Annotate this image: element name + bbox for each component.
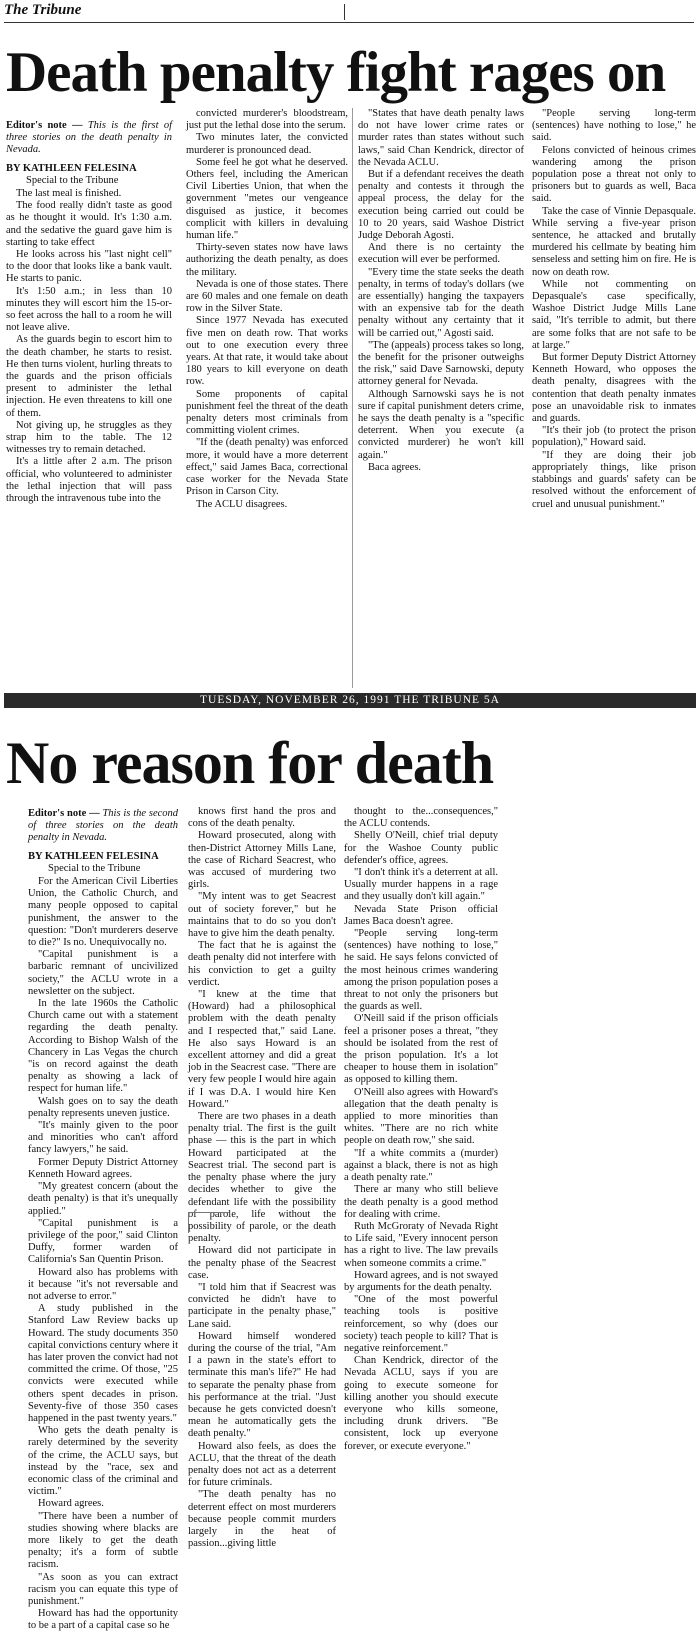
paragraph: "I don't think it's a deterrent at all. Usually murder happens in a rage and they usually don't kill again.": [344, 867, 498, 903]
paragraph: "My greatest concern (about the death penalty) is that it's unequally applied.": [28, 1181, 178, 1217]
article2-column-3: [344, 806, 498, 1452]
paragraph: Howard also has problems with it because "it's not reversable and not adverse to error.": [28, 1266, 178, 1302]
paragraph: The last meal is finished.: [16, 188, 122, 200]
paragraph: "One of the most powerful teaching tools is positive reinforcement, so why (does our society) teach people to kill? That is negative reinforcement.": [344, 1294, 498, 1354]
paragraph: Chan Kendrick, director of the Nevada ACLU, says if you are going to execute someone for killing another you should execute everyone who kills someone, including drunk drivers. "Be consistent, lock up everyone forever, or execute everyone.": [344, 1355, 498, 1452]
paragraph: As the guards begin to escort him to the death chamber, he starts to resist. He then turns violent, hurling threats to the guards and the prison officials present to administer the lethal injection. He even threatens to kill one of them.: [6, 334, 172, 419]
paragraph: "I told him that if Seacrest was convicted he didn't have to participate in the penalty phase," Lane said.: [188, 1281, 336, 1330]
paragraph: O'Neill said if the prison officials feel a prisoner poses a threat, "they should be isolated from the rest of the prison population. It's a lot cheaper to house them in isolation" as opposed to killing them.: [344, 1013, 498, 1086]
paragraph: There ar many who still believe the death penalty is a good method for dealing with crime.: [344, 1184, 498, 1220]
paragraph: Thirty-seven states now have laws authorizing the death penalty, as does the military.: [186, 242, 348, 278]
paragraph: Howard did not participate in the penalty phase of the Seacrest case.: [188, 1245, 336, 1281]
article1-byline-sub: Special to the Tribune: [26, 174, 119, 186]
paragraph: It's a little after 2 a.m. The prison official, who volunteered to administer the lethal injection that will pass through the intravenous tube into the: [6, 456, 172, 505]
article2-byline-sub: Special to the Tribune: [48, 862, 141, 874]
paragraph: It's 1:50 a.m.; in less than 10 minutes they will escort him the 15-or-so feet across the hall to a room he will not leave alive.: [6, 285, 172, 334]
paragraph: "States that have death penalty laws do not have lower crime rates or murder rates than states without such laws," said Chan Kendrick, director of the Nevada ACLU.: [358, 108, 524, 168]
article2-column-2: [188, 806, 336, 1550]
paragraph: The ACLU disagrees.: [196, 498, 288, 510]
paragraph: The fact that he is against the death penalty did not interfere with his conviction to get a guilty verdict.: [188, 940, 336, 988]
paragraph: Howard also feels, as does the ACLU, that the threat of the death penalty does not act as a deterrent for future criminals.: [188, 1440, 336, 1489]
paragraph: In the late 1960s the Catholic Church came out with a statement regarding the death penalty. According to Bishop Walsh of the Chancery in Las Vegas the church "is on record against the death penalty as showing a lack of respect for human life.": [28, 998, 178, 1095]
paragraph: But former Deputy District Attorney Kenneth Howard, who opposes the death penalty, disagrees with the contention that death penalty inmates pose an unavoidable risk to inmates and guards.: [532, 352, 696, 425]
paragraph: Although Sarnowski says he is not sure if capital punishment deters crime, he says the death penalty is a "specific deterrent. When you execute (a convicted murderer) he won't kill again.": [358, 388, 524, 461]
article1-headline: Death penalty fight rages on: [6, 41, 666, 104]
tribune-logo: The Tribune: [4, 2, 82, 18]
article2-column-1: [28, 808, 179, 1632]
paragraph: Howard agrees, and is not swayed by arguments for the death penalty.: [344, 1269, 498, 1293]
paragraph: Some proponents of capital punishment feel the threat of the death penalty deters most criminals from committing violent crimes.: [186, 388, 348, 437]
article1-column-2: [186, 108, 348, 690]
paragraph: "Capital punishment is a barbaric remnant of uncivilized society," the ACLU wrote in a newsletter on the subject.: [28, 949, 178, 997]
paragraph: "I knew at the time that (Howard) had a philosophical problem with the death penalty and I respected that," said Lane. He also says Howard is an excellent attorney and did a great job in the Seacrest case. "There are very few people I would hire again if I was D.A. I would hire Ken Howard.": [188, 989, 336, 1110]
paragraph: Former Deputy District Attorney Kenneth Howard agrees.: [28, 1156, 178, 1180]
paragraph: "Every time the state seeks the death penalty, in terms of today's dollars (we are essentially) hanging the taxpayers with an expensive tab for the death penalty without any certainty that it will be carried out," Agosti said.: [358, 266, 524, 339]
paragraph: "If a white commits a (murder) against a black, there is not as high a death penalty rate.": [344, 1147, 498, 1184]
paragraph: And there is no certainty the execution will ever be performed.: [358, 242, 524, 266]
paragraph: "The (appeals) process takes so long, the benefit for the prisoner outweighs the risk," said Dave Sarnowski, deputy attorney general for Nevada.: [358, 339, 524, 388]
paragraph: Ruth McGroraty of Nevada Right to Life said, "Every innocent person has a right to live. The law prevails when someone commits a crime.": [344, 1220, 498, 1269]
paragraph: Who gets the death penalty is rarely determined by the severity of the crime, the ACLU says, but instead by the "race, sex and economic class of the criminal and victim.": [28, 1425, 178, 1498]
paragraph: While not commenting on Depasquale's case specifically, Washoe District Judge Mills Lane said, "It's terrible to admit, but there are some folks that are not safe to be at large.": [532, 278, 696, 351]
article2-editor-note: Editor's note — This is the second of three stories on the death penalty in Nevada.: [28, 808, 179, 844]
paragraph: Howard himself wondered during the course of the trial, "Am I a pawn in the state's effort to terminate this man's life?" He had to separate the penalty phase from his performance at the trial. "Just because he gets convicted doesn't mean he automatically gets the death penalty.": [188, 1330, 336, 1440]
paragraph: "People serving long-term (sentences) have nothing to lose," he said.: [532, 108, 696, 144]
paragraph: Walsh goes on to say the death penalty represents uneven justice.: [28, 1095, 178, 1119]
paragraph: But if a defendant receives the death penalty and contests it through the appeal process, the delay for the execution being carried out could be 10 to 20 years, said Washoe District Judge Deborah Agosti.: [358, 169, 524, 242]
paragraph: "It's their job (to protect the prison population)," Howard said.: [532, 425, 696, 449]
paragraph: He looks across his "last night cell" to the door that looks like a bank vault. He starts to panic.: [6, 249, 172, 285]
paragraph: A study published in the Stanford Law Review backs up Howard. The study documents 350 capital convictions century where it has later proven the convict had not committed the crime. Of those, "25 convicts were executed while others spent decades in prison. Seventy-five of those 350 cases happened in the past twenty years.": [28, 1303, 178, 1424]
paragraph: There are two phases in a death penalty trial. The first is the guilt phase — this is the part in which Howard participated at the Seacrest trial. The second part is the penalty phase where the jury decides whether to give the defendant life with the possibility of parole, life without the possibility of parole, or the death penalty.: [188, 1111, 336, 1245]
page-dateline: TUESDAY, NOVEMBER 26, 1991 THE TRIBUNE 5A: [4, 693, 696, 708]
paragraph: Since 1977 Nevada has executed five men on death row. That works out to one execution every three years. At that rate, it would take about 180 years to kill everyone on death row.: [186, 315, 348, 388]
paragraph: Shelly O'Neill, chief trial deputy for the Washoe County public defender's office, agrees.: [344, 830, 498, 866]
paragraph: "My intent was to get Seacrest out of society forever," but he maintains that to do so you don't have to give him the death penalty.: [188, 891, 336, 940]
paragraph: "There have been a number of studies showing where blacks are more likely to get the death penalty; it's a form of subtle racism.: [28, 1510, 178, 1571]
article1-column-3: [358, 108, 524, 690]
paragraph: thought to the...consequences," the ACLU contends.: [344, 806, 498, 830]
article2-byline: BY KATHLEEN FELESINA: [28, 850, 159, 862]
paragraph: Baca agrees.: [368, 461, 422, 473]
paragraph: "The death penalty has no deterrent effect on most murderers because people commit murders largely in the heat of passion...giving little: [188, 1489, 336, 1550]
column-end-mark: [188, 1212, 229, 1233]
masthead: [4, 2, 694, 23]
article1-byline: BY KATHLEEN FELESINA: [6, 162, 137, 174]
paragraph: "If they are doing their job appropriately things, like prison stabbings and guards' safety can be resolved without the enforcement of cruel and unusual punishment.": [532, 449, 696, 510]
paragraph: "People serving long-term (sentences) have nothing to lose," he said. He says felons convicted of the most heinous crimes wandering among the prison population poses a threat to not only the prisoners but the guards as well.: [344, 928, 498, 1013]
paragraph: Felons convicted of heinous crimes wandering among the prison population pose a threat not only to prisoners but to guards as well, Baca said.: [532, 144, 696, 205]
column-rule: [352, 108, 353, 688]
paragraph: convicted murderer's bloodstream, just put the lethal dose into the serum.: [186, 108, 348, 132]
paragraph: Nevada is one of those states. There are 60 males and one female on death row in the Silver State.: [186, 278, 348, 315]
paragraph: "If the (death penalty) was enforced more, it would have a more deterrent effect," said James Baca, correctional case worker for the Nevada State Prison in Carson City.: [186, 437, 348, 498]
paragraph: Howard prosecuted, along with then-District Attorney Mills Lane, the case of Richard Seacrest, who was accused of murdering two girls.: [188, 830, 336, 891]
paragraph: Nevada State Prison official James Baca doesn't agree.: [344, 903, 498, 927]
article1-editor-note: Editor's note — This is the first of three stories on the death penalty in Nevada.: [6, 120, 173, 156]
masthead-divider: [344, 4, 345, 20]
paragraph: "As soon as you can extract racism you can equate this type of punishment.": [28, 1571, 178, 1607]
paragraph: "It's mainly given to the poor and minorities who can't afford fancy lawyers," he said.: [28, 1120, 178, 1156]
paragraph: "Capital punishment is a privilege of the poor," said Clinton Duffy, former warden of California's San Quentin Prison.: [28, 1217, 178, 1266]
paragraph: O'Neill also agrees with Howard's allegation that the death penalty is applied to more minorities than whites. "There are no rich white people on death row," she said.: [344, 1086, 498, 1147]
paragraph: For the American Civil Liberties Union, the Catholic Church, and many people opposed to capital punishment, the answer to the question: "Don't murderers deserve to die?" Is no. Unequivocally no.: [28, 876, 178, 949]
paragraph: knows first hand the pros and cons of the death penalty.: [188, 806, 336, 830]
article2-headline: No reason for death: [6, 730, 494, 796]
paragraph: Some feel he got what he deserved. Others feel, including the American Civil Liberties Union, that when the government "metes our vengeance disguised as justice, it becomes complicit with killers in devaluing human life.": [186, 156, 348, 242]
paragraph: Not giving up, he struggles as they strap him to the table. The 12 witnesses try to remain detached.: [6, 419, 172, 456]
paragraph: Take the case of Vinnie Depasquale. While serving a five-year prison sentence, he attacked and brutally murdered his cellmate by beating him senseless and setting him on fire. He is now on death row.: [532, 205, 696, 278]
paragraph: Two minutes later, the convicted murderer is pronounced dead.: [186, 132, 348, 156]
article1-column-4: [532, 108, 696, 690]
paragraph: The food really didn't taste as good as he thought it would. It's 1:30 a.m. and the sedative the guard gave him is starting to take effect: [6, 200, 172, 248]
paragraph: Howard has had the opportunity to be a part of a capital case so he: [28, 1608, 178, 1632]
article1-column-1: [6, 120, 172, 690]
paragraph: Howard agrees.: [38, 1498, 104, 1510]
